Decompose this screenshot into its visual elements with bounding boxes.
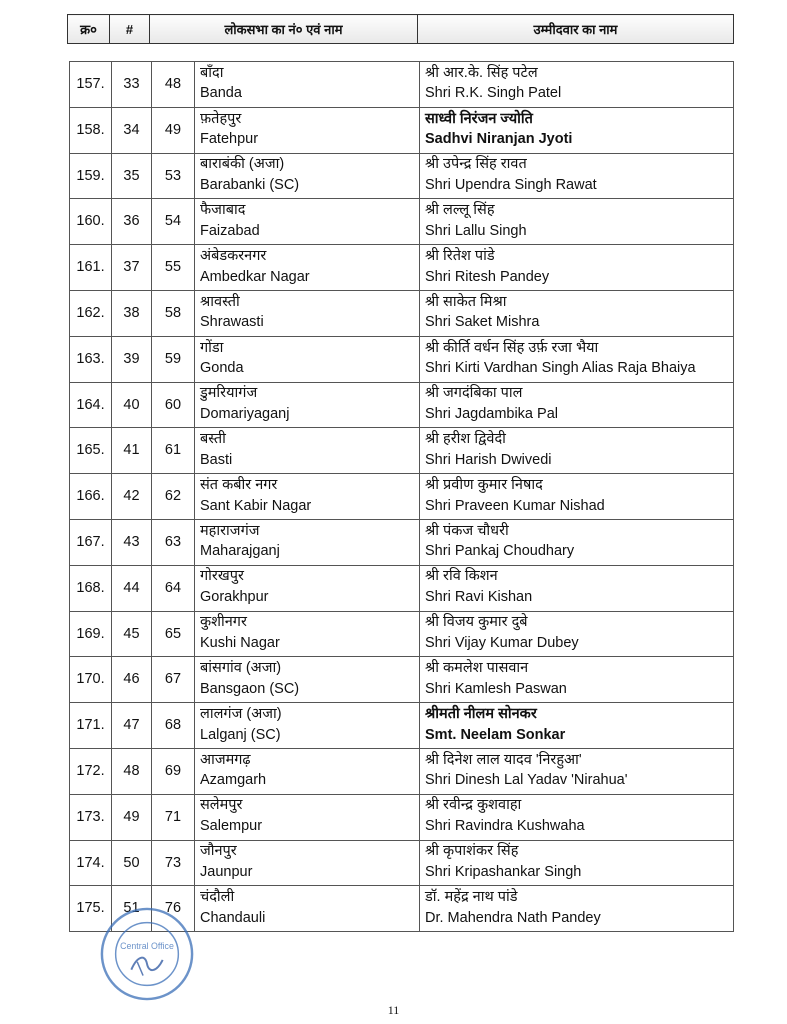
- constituency-name-hindi: अंबेडकरनगर: [200, 247, 267, 264]
- constituency-name-hindi: आजमगढ़: [200, 751, 251, 768]
- table-row: [70, 62, 734, 108]
- constituency-name-hindi: फ़तेहपुर: [200, 110, 242, 127]
- index-number: 48: [112, 748, 152, 794]
- serial-number: 164.: [70, 382, 112, 428]
- constituency-name-hindi: कुशीनगर: [200, 614, 247, 631]
- constituency-number: 71: [152, 794, 195, 840]
- table-row: [70, 611, 734, 657]
- index-number: 39: [112, 336, 152, 382]
- constituency-name-hindi: चंदौली: [200, 889, 235, 906]
- serial-number: 170.: [70, 657, 112, 703]
- constituency-number: 76: [152, 886, 195, 932]
- constituency-name-english: Kushi Nagar: [200, 634, 280, 651]
- constituency-name-english: Maharajganj: [200, 543, 280, 560]
- index-number: 36: [112, 199, 152, 245]
- candidate-name-hindi: श्री कृपाशंकर सिंह: [425, 843, 519, 860]
- constituency-name-hindi: बांसगांव (अजा): [200, 660, 282, 677]
- header-constituency: लोकसभा का नं० एवं नाम: [150, 15, 418, 44]
- constituency-name-english: Azamgarh: [200, 772, 267, 789]
- serial-number: 159.: [70, 153, 112, 199]
- constituency-cell: [195, 245, 420, 291]
- constituency-number: 73: [152, 840, 195, 886]
- constituency-cell: [195, 382, 420, 428]
- serial-number: 169.: [70, 611, 112, 657]
- constituency-name-english: Chandauli: [200, 909, 266, 926]
- constituency-name-english: Jaunpur: [200, 863, 253, 880]
- candidate-cell: [420, 62, 734, 108]
- constituency-name-hindi: सलेमपुर: [200, 797, 243, 814]
- candidate-name-hindi: श्री रितेश पांडे: [425, 247, 495, 264]
- candidate-name-hindi: श्री साकेत मिश्रा: [425, 293, 507, 310]
- candidate-cell: [420, 245, 734, 291]
- candidate-name-hindi: श्री उपेन्द्र सिंह रावत: [425, 156, 527, 173]
- serial-number: 158.: [70, 107, 112, 153]
- candidate-cell: [420, 474, 734, 520]
- candidate-name-english: Shri Vijay Kumar Dubey: [425, 634, 579, 651]
- constituency-cell: [195, 199, 420, 245]
- constituency-name-english: Faizabad: [200, 222, 260, 239]
- serial-number: 165.: [70, 428, 112, 474]
- serial-number: 171.: [70, 703, 112, 749]
- index-number: 51: [112, 886, 152, 932]
- constituency-cell: [195, 886, 420, 932]
- candidate-cell: [420, 382, 734, 428]
- candidate-name-english: Shri Upendra Singh Rawat: [425, 176, 597, 193]
- constituency-cell: [195, 703, 420, 749]
- candidate-cell: [420, 565, 734, 611]
- table-row: [70, 245, 734, 291]
- candidate-name-english: Shri R.K. Singh Patel: [425, 85, 562, 102]
- candidate-name-english: Shri Ravi Kishan: [425, 589, 533, 606]
- candidate-name-english: Shri Kripashankar Singh: [425, 863, 582, 880]
- serial-number: 163.: [70, 336, 112, 382]
- candidate-name-hindi: श्री आर.के. सिंह पटेल: [425, 64, 538, 81]
- table-row: [70, 107, 734, 153]
- constituency-number: 63: [152, 519, 195, 565]
- candidate-cell: [420, 703, 734, 749]
- serial-number: 160.: [70, 199, 112, 245]
- table-row: [70, 474, 734, 520]
- constituency-name-hindi: गोरखपुर: [200, 568, 244, 585]
- candidate-name-english: Shri Saket Mishra: [425, 314, 540, 331]
- candidate-name-hindi: श्री दिनेश लाल यादव 'निरहुआ': [425, 751, 582, 768]
- candidate-name-hindi: डॉ. महेंद्र नाथ पांडे: [425, 889, 518, 906]
- candidate-cell: [420, 290, 734, 336]
- candidate-name-english: Shri Dinesh Lal Yadav 'Nirahua': [425, 772, 628, 789]
- candidate-name-english: Sadhvi Niranjan Jyoti: [425, 131, 573, 148]
- candidate-cell: [420, 794, 734, 840]
- index-number: 42: [112, 474, 152, 520]
- constituency-name-hindi: फैजाबाद: [200, 202, 246, 219]
- constituency-number: 64: [152, 565, 195, 611]
- index-number: 37: [112, 245, 152, 291]
- constituency-name-hindi: महाराजगंज: [200, 522, 260, 539]
- candidate-cell: [420, 657, 734, 703]
- index-number: 45: [112, 611, 152, 657]
- constituency-number: 61: [152, 428, 195, 474]
- index-number: 35: [112, 153, 152, 199]
- constituency-name-english: Gorakhpur: [200, 589, 269, 606]
- table-row: [70, 840, 734, 886]
- constituency-number: 68: [152, 703, 195, 749]
- candidate-name-hindi: श्रीमती नीलम सोनकर: [425, 705, 537, 722]
- constituency-cell: [195, 428, 420, 474]
- constituency-name-hindi: बस्ती: [200, 431, 226, 448]
- constituency-name-hindi: संत कबीर नगर: [200, 476, 278, 493]
- serial-number: 161.: [70, 245, 112, 291]
- constituency-name-hindi: डुमरियागंज: [200, 385, 258, 402]
- candidate-name-hindi: श्री प्रवीण कुमार निषाद: [425, 476, 543, 493]
- constituency-cell: [195, 474, 420, 520]
- constituency-cell: [195, 336, 420, 382]
- constituency-name-english: Banda: [200, 85, 242, 102]
- constituency-number: 69: [152, 748, 195, 794]
- candidate-name-hindi: श्री रवीन्द्र कुशवाहा: [425, 797, 522, 814]
- constituency-name-hindi: श्रावस्ती: [200, 293, 240, 310]
- index-number: 43: [112, 519, 152, 565]
- constituency-number: 53: [152, 153, 195, 199]
- candidate-cell: [420, 107, 734, 153]
- constituency-name-english: Salempur: [200, 818, 263, 835]
- candidate-name-hindi: श्री कीर्ति वर्धन सिंह उर्फ़ रजा भैया: [425, 339, 599, 356]
- constituency-name-english: Ambedkar Nagar: [200, 268, 310, 285]
- candidate-name-english: Shri Harish Dwivedi: [425, 451, 552, 468]
- serial-number: 162.: [70, 290, 112, 336]
- constituency-cell: [195, 748, 420, 794]
- table-row: [70, 657, 734, 703]
- table-row: [70, 382, 734, 428]
- candidate-cell: [420, 886, 734, 932]
- index-number: 34: [112, 107, 152, 153]
- candidate-name-hindi: श्री लल्लू सिंह: [425, 202, 495, 219]
- serial-number: 175.: [70, 886, 112, 932]
- serial-number: 172.: [70, 748, 112, 794]
- constituency-name-hindi: गोंडा: [200, 339, 224, 356]
- constituency-cell: [195, 840, 420, 886]
- constituency-number: 58: [152, 290, 195, 336]
- table-row: [70, 428, 734, 474]
- serial-number: 174.: [70, 840, 112, 886]
- candidate-name-english: Dr. Mahendra Nath Pandey: [425, 909, 601, 926]
- constituency-name-english: Fatehpur: [200, 131, 259, 148]
- index-number: 44: [112, 565, 152, 611]
- serial-number: 157.: [70, 62, 112, 108]
- candidate-name-hindi: श्री कमलेश पासवान: [425, 660, 529, 677]
- constituency-name-hindi: जौनपुर: [200, 843, 237, 860]
- table-header: [67, 14, 734, 44]
- candidate-name-english: Shri Kirti Vardhan Singh Alias Raja Bhaiya: [425, 360, 696, 377]
- table-row: [70, 153, 734, 199]
- serial-number: 168.: [70, 565, 112, 611]
- constituency-name-english: Shrawasti: [200, 314, 264, 331]
- constituency-number: 54: [152, 199, 195, 245]
- constituency-number: 62: [152, 474, 195, 520]
- candidate-name-english: Shri Lallu Singh: [425, 222, 527, 239]
- constituency-cell: [195, 657, 420, 703]
- candidate-cell: [420, 519, 734, 565]
- constituency-cell: [195, 107, 420, 153]
- constituency-cell: [195, 290, 420, 336]
- constituency-number: 65: [152, 611, 195, 657]
- index-number: 40: [112, 382, 152, 428]
- candidate-name-hindi: श्री जगदंबिका पाल: [425, 385, 523, 402]
- header-hash: #: [110, 15, 150, 44]
- office-stamp: [98, 905, 196, 1003]
- table-row: [70, 199, 734, 245]
- constituency-cell: [195, 565, 420, 611]
- constituency-number: 59: [152, 336, 195, 382]
- candidate-name-hindi: श्री रवि किशन: [425, 568, 498, 585]
- table-row: [70, 565, 734, 611]
- constituency-name-english: Domariyaganj: [200, 405, 290, 422]
- candidate-name-hindi: श्री हरीश द्विवेदी: [425, 431, 506, 448]
- index-number: 50: [112, 840, 152, 886]
- index-number: 47: [112, 703, 152, 749]
- constituency-name-hindi: लालगंज (अजा): [200, 705, 282, 722]
- candidate-cell: [420, 153, 734, 199]
- constituency-number: 48: [152, 62, 195, 108]
- constituency-cell: [195, 519, 420, 565]
- candidate-name-english: Shri Praveen Kumar Nishad: [425, 497, 605, 514]
- constituency-name-english: Lalganj (SC): [200, 726, 281, 743]
- index-number: 33: [112, 62, 152, 108]
- constituency-name-english: Basti: [200, 451, 233, 468]
- constituency-name-hindi: बाँदा: [200, 64, 224, 81]
- candidate-cell: [420, 840, 734, 886]
- serial-number: 166.: [70, 474, 112, 520]
- table-row: [70, 794, 734, 840]
- serial-number: 173.: [70, 794, 112, 840]
- header-candidate: उम्मीदवार का नाम: [418, 15, 734, 44]
- constituency-name-hindi: बाराबंकी (अजा): [200, 156, 285, 173]
- index-number: 38: [112, 290, 152, 336]
- constituency-name-english: Barabanki (SC): [200, 176, 300, 193]
- candidate-cell: [420, 611, 734, 657]
- candidate-name-hindi: श्री विजय कुमार दुबे: [425, 614, 528, 631]
- candidate-cell: [420, 748, 734, 794]
- index-number: 46: [112, 657, 152, 703]
- candidate-table: [69, 61, 734, 932]
- candidate-cell: [420, 428, 734, 474]
- candidate-cell: [420, 336, 734, 382]
- constituency-number: 55: [152, 245, 195, 291]
- constituency-number: 49: [152, 107, 195, 153]
- candidate-name-english: Shri Kamlesh Paswan: [425, 680, 567, 697]
- constituency-cell: [195, 794, 420, 840]
- constituency-name-english: Sant Kabir Nagar: [200, 497, 312, 514]
- candidate-cell: [420, 199, 734, 245]
- constituency-cell: [195, 62, 420, 108]
- candidate-name-hindi: साध्वी निरंजन ज्योति: [425, 110, 533, 127]
- stamp-text: Central Office: [120, 941, 174, 952]
- candidate-name-english: Smt. Neelam Sonkar: [425, 726, 566, 743]
- constituency-cell: [195, 611, 420, 657]
- table-row: [70, 290, 734, 336]
- table-row: [70, 703, 734, 749]
- constituency-cell: [195, 153, 420, 199]
- index-number: 41: [112, 428, 152, 474]
- candidate-name-english: Shri Ritesh Pandey: [425, 268, 550, 285]
- page-number: 11: [387, 1003, 400, 1017]
- candidate-name-hindi: श्री पंकज चौधरी: [425, 522, 509, 539]
- candidate-name-english: Shri Pankaj Choudhary: [425, 543, 575, 560]
- serial-number: 167.: [70, 519, 112, 565]
- table-row: [70, 519, 734, 565]
- candidate-name-english: Shri Jagdambika Pal: [425, 405, 558, 422]
- constituency-number: 67: [152, 657, 195, 703]
- constituency-number: 60: [152, 382, 195, 428]
- table-row: [70, 748, 734, 794]
- constituency-name-english: Bansgaon (SC): [200, 680, 300, 697]
- constituency-name-english: Gonda: [200, 360, 244, 377]
- table-row: [70, 336, 734, 382]
- header-serial: क्र०: [68, 15, 110, 44]
- candidate-name-english: Shri Ravindra Kushwaha: [425, 818, 585, 835]
- index-number: 49: [112, 794, 152, 840]
